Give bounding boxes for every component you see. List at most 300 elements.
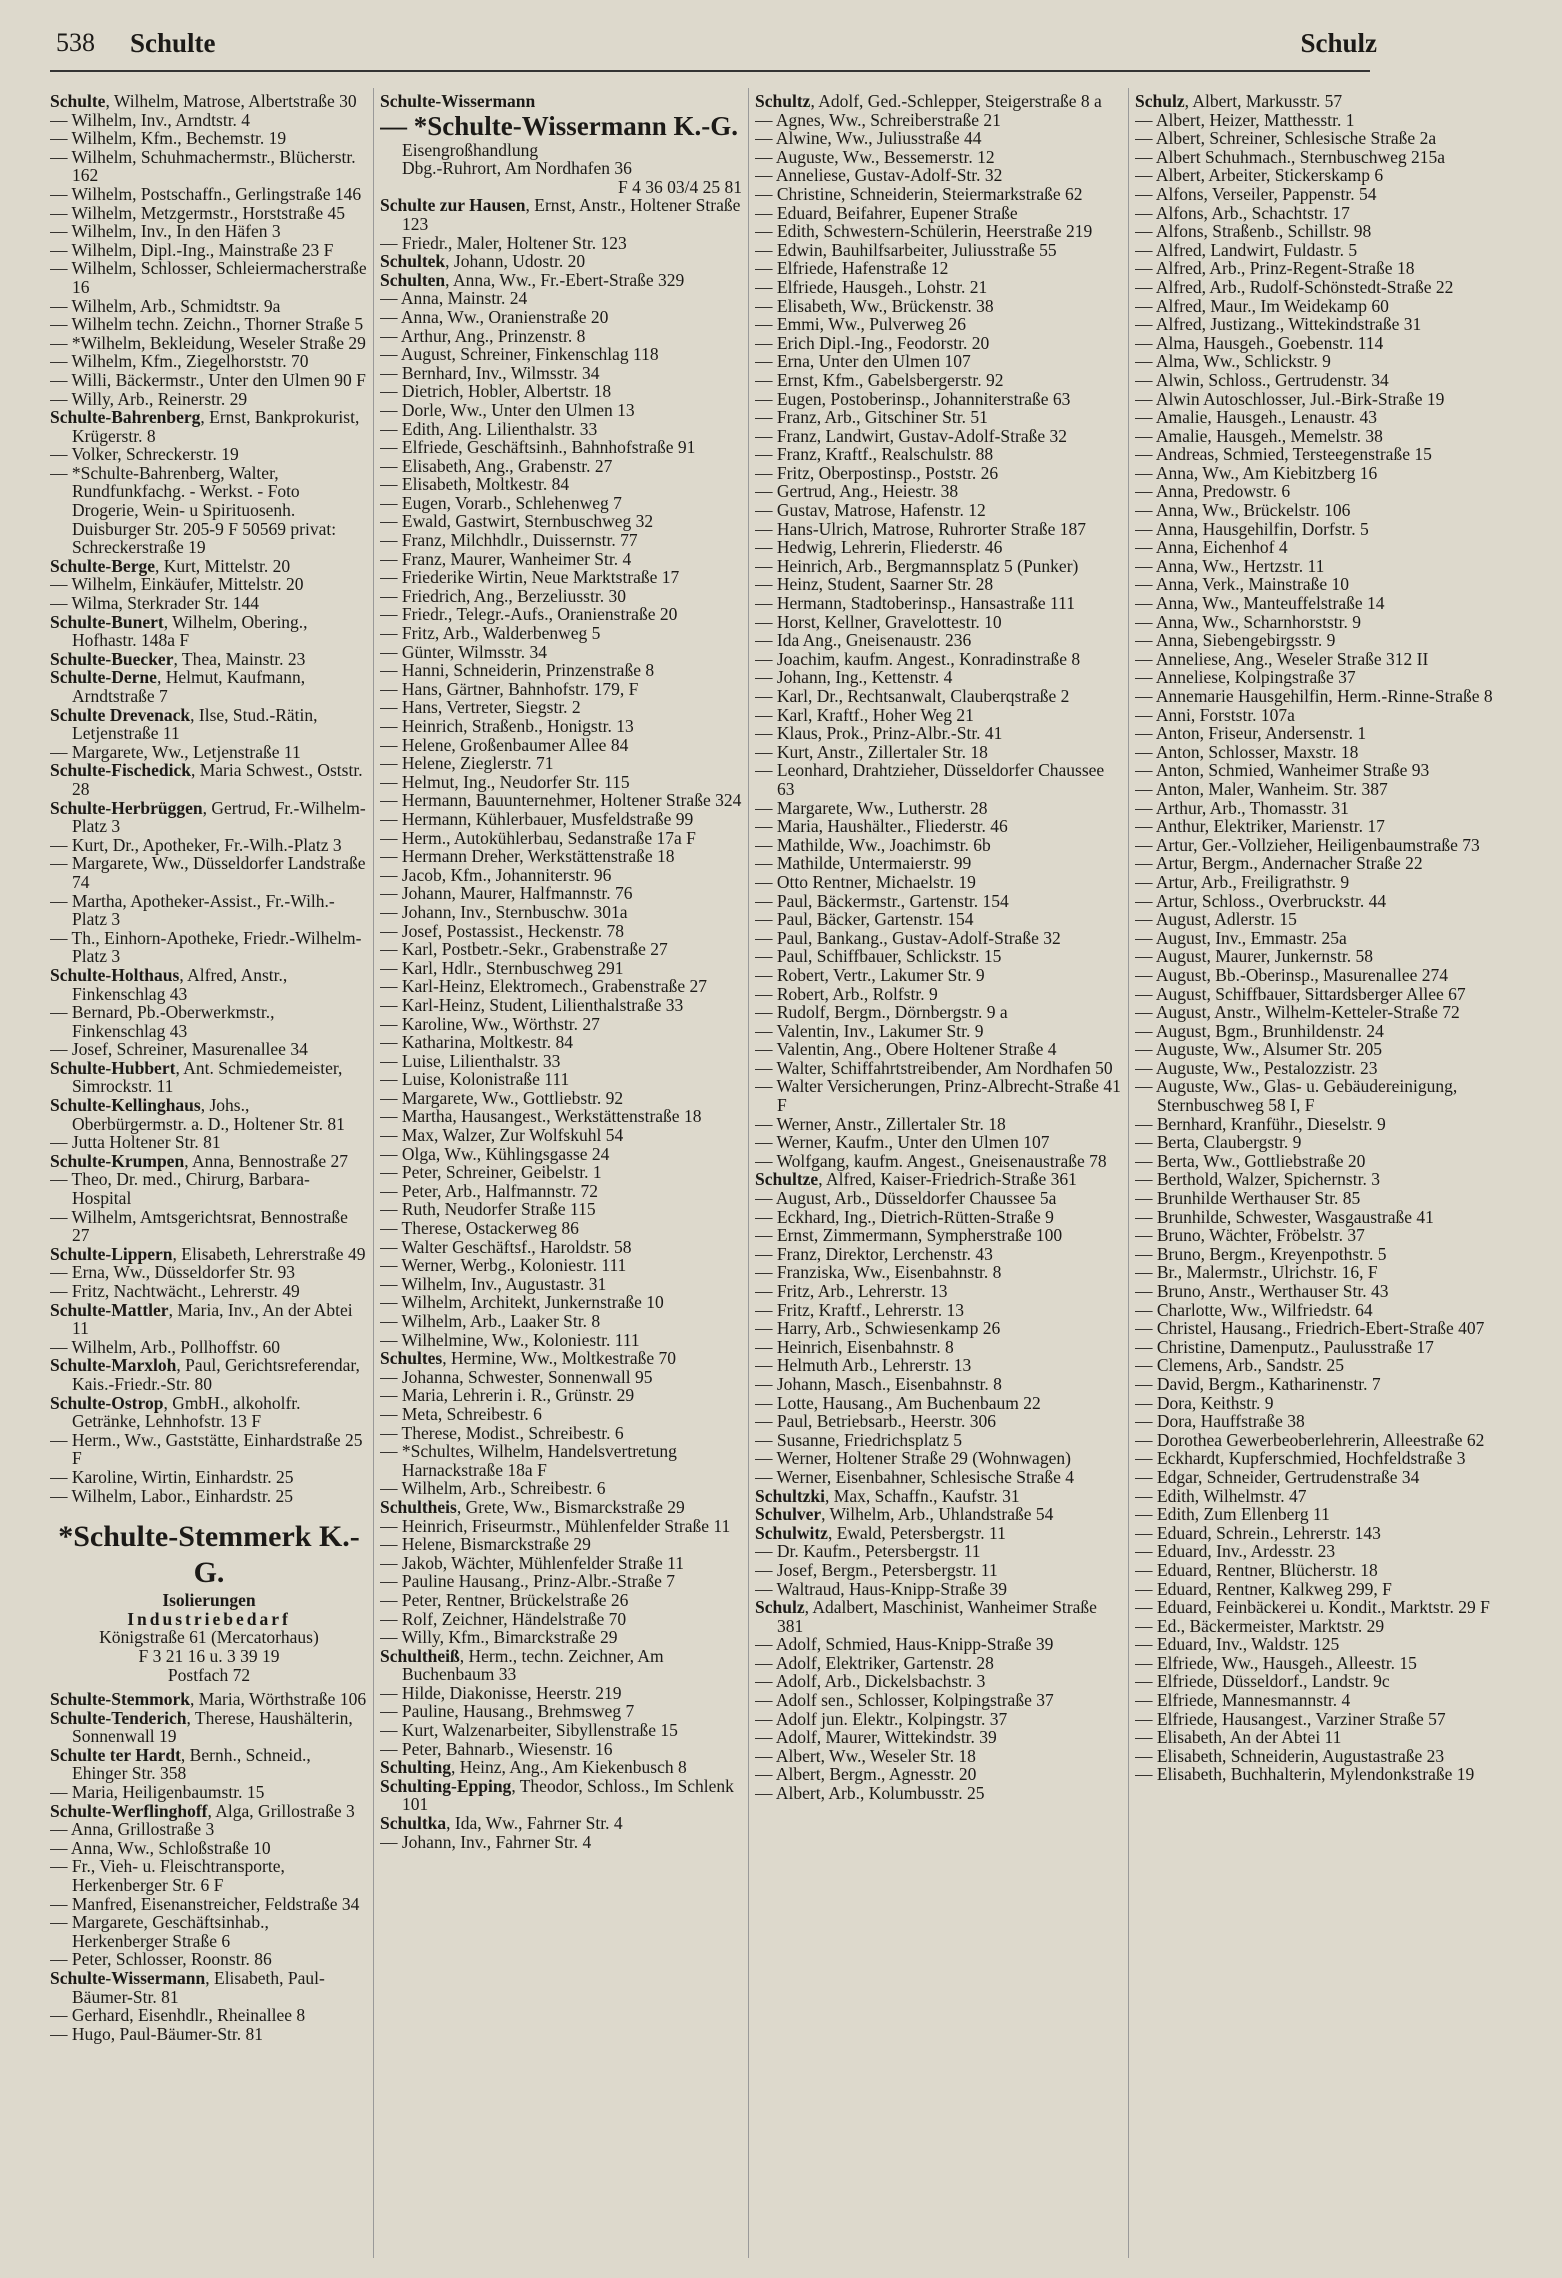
directory-entry: — Berthold, Walzer, Spichernstr. 3 <box>1135 1169 1380 1190</box>
directory-entry: — Anton, Friseur, Andersenstr. 1 <box>1135 723 1367 744</box>
directory-entry: — Bernhard, Inv., Wilmsstr. 34 <box>380 362 600 383</box>
directory-entry: — August, Schiffbauer, Sittardsberger Allee 67 <box>1135 983 1466 1004</box>
directory-entry: — Dietrich, Hobler, Albertstr. 18 <box>380 381 612 402</box>
directory-entry: — Franz, Landwirt, Gustav-Adolf-Straße 32 <box>755 425 1068 446</box>
directory-entry: — Gertrud, Ang., Heiestr. 38 <box>755 481 959 502</box>
directory-entry: — Eduard, Inv., Waldstr. 125 <box>1135 1634 1340 1655</box>
directory-entry: — Alma, Hausgeh., Goebenstr. 114 <box>1135 332 1384 353</box>
directory-entry: — Pauline, Hausang., Brehmsweg 7 <box>380 1701 635 1722</box>
directory-entry: — Wilhelm, Kfm., Ziegelhorststr. 70 <box>50 351 309 372</box>
directory-entry: — Helmut, Ing., Neudorfer Str. 115 <box>380 771 630 792</box>
directory-entry: — Anna, Ww., Schloßstraße 10 <box>50 1837 271 1858</box>
directory-entry: — Dorle, Ww., Unter den Ulmen 13 <box>380 399 635 420</box>
directory-entry: Schultz, Adolf, Ged.-Schlepper, Steigerstraße 8 a <box>755 92 1102 111</box>
directory-entry: Schulte-Hubbert, Ant. Schmiedemeister, Simrockstr. 11 <box>50 1057 343 1097</box>
directory-entry: — Fritz, Arb., Lehrerstr. 13 <box>755 1281 948 1301</box>
directory-entry: — Hugo, Paul-Bäumer-Str. 81 <box>50 2023 264 2044</box>
directory-entry: Schulting, Heinz, Ang., Am Kiekenbusch 8 <box>380 1757 687 1778</box>
entries-col1 <box>50 92 368 1505</box>
directory-entry: — Wilhelm, Labor., Einhardstr. 25 <box>50 1485 293 1506</box>
directory-entry: — Eduard, Schrein., Lehrerstr. 143 <box>1135 1522 1381 1543</box>
directory-entry: — Christine, Damenputz., Paulusstraße 17 <box>1135 1336 1434 1357</box>
ad-schulte-stemmerk <box>50 1519 368 1684</box>
directory-entry: — Alwin, Schloss., Gertrudenstr. 34 <box>1135 369 1389 390</box>
directory-entry: — Elfriede, Düsseldorf., Landstr. 9c <box>1135 1671 1390 1692</box>
directory-entry: — Wilhelm, Dipl.-Ing., Mainstraße 23 F <box>50 239 334 260</box>
directory-entry: — Alfred, Arb., Prinz-Regent-Straße 18 <box>1135 258 1415 279</box>
directory-entry: — Adolf, Arb., Dickelsbachstr. 3 <box>755 1671 986 1692</box>
directory-entry: — Willi, Bäckermstr., Unter den Ulmen 90 F <box>50 369 366 390</box>
entries-col1b <box>50 1690 368 2043</box>
page-left-title: Schulte <box>130 28 216 58</box>
directory-entry: — Peter, Schlosser, Roonstr. 86 <box>50 1949 272 1970</box>
directory-entry: Schulte-Buecker, Thea, Mainstr. 23 <box>50 648 306 669</box>
directory-entry: — Ida Ang., Gneisenaustr. 236 <box>755 630 972 651</box>
directory-entry: — Friedr., Maler, Holtener Str. 123 <box>380 232 627 253</box>
directory-entry: — Johanna, Schwester, Sonnenwall 95 <box>380 1366 653 1387</box>
directory-entry: — Wilhelm, Arb., Schmidtstr. 9a <box>50 295 281 316</box>
directory-entry: — Alfred, Landwirt, Fuldastr. 5 <box>1135 239 1358 260</box>
directory-entry: — Robert, Arb., Rolfstr. 9 <box>755 983 938 1004</box>
directory-entry: — Clemens, Arb., Sandstr. 25 <box>1135 1355 1345 1376</box>
directory-entry: — *Schultes, Wilhelm, Handelsvertretung Harnackstraße 18a F <box>380 1441 677 1480</box>
directory-entry: — Johann, Inv., Sternbuschw. 301a <box>380 901 628 922</box>
directory-entry: — Alwin Autoschlosser, Jul.-Birk-Straße 19 <box>1135 388 1445 409</box>
directory-entry: — Helene, Großenbaumer Allee 84 <box>380 734 629 755</box>
directory-entry: — Auguste, Ww., Pestalozzistr. 23 <box>1135 1057 1378 1078</box>
directory-entry: — August, Maurer, Junkernstr. 58 <box>1135 946 1373 967</box>
directory-entry: — Johann, Ing., Kettenstr. 4 <box>755 667 953 688</box>
directory-entry: — Karl, Kraftf., Hoher Weg 21 <box>755 704 974 725</box>
directory-entry: — Wilhelm, Schuhmachermstr., Blücherstr. 162 <box>50 146 356 186</box>
directory-entry: — Bruno, Anstr., Werthauser Str. 43 <box>1135 1281 1389 1301</box>
directory-entry: Schulz, Albert, Markusstr. 57 <box>1135 92 1343 111</box>
directory-entry: — Anni, Forststr. 107a <box>1135 704 1295 725</box>
ad-line: Isolierungen <box>162 1590 256 1611</box>
directory-entry: — Friederike Wirtin, Neue Marktstraße 17 <box>380 567 680 588</box>
directory-entry: — Fritz, Nachtwächt., Lehrerstr. 49 <box>50 1281 300 1301</box>
directory-entry: — Elfriede, Hafenstraße 12 <box>755 258 949 279</box>
ad-title: *Schulte-Stemmerk K.-G. <box>58 1520 360 1590</box>
directory-entry: — Hilde, Diakonisse, Heerstr. 219 <box>380 1682 622 1703</box>
directory-entry: Schulte-Berge, Kurt, Mittelstr. 20 <box>50 555 291 576</box>
directory-entry: — Berta, Ww., Gottliebstraße 20 <box>1135 1150 1366 1171</box>
directory-entry: — Eduard, Beifahrer, Eupener Straße <box>755 202 1018 223</box>
directory-entry: — Herm., Autokühlerbau, Sedanstraße 17a F <box>380 827 696 848</box>
directory-entry: Schulte ter Hardt, Bernh., Schneid., Ehinger Str. 358 <box>50 1744 311 1784</box>
directory-entry: — Robert, Vertr., Lakumer Str. 9 <box>755 964 985 985</box>
directory-entry: Schulte-Fischedick, Maria Schwest., Oststr. 28 <box>50 760 363 799</box>
directory-entry: — Anna, Ww., Scharnhorststr. 9 <box>1135 611 1362 632</box>
directory-entry: Schulting-Epping, Theodor, Schloss., Im Schlenk 101 <box>380 1775 734 1815</box>
directory-entry: — Albert, Heizer, Matthesstr. 1 <box>1135 109 1355 130</box>
directory-entry: — Dorothea Gewerbeoberlehrerin, Alleestraße 62 <box>1135 1429 1485 1450</box>
directory-entry: — Wilhelm, Inv., In den Häfen 3 <box>50 221 281 242</box>
directory-entry: — Auguste, Ww., Bessemerstr. 12 <box>755 146 995 167</box>
directory-entry: — Josef, Bergm., Petersbergstr. 11 <box>755 1559 998 1580</box>
directory-entry: — Anna, Ww., Oranienstraße 20 <box>380 306 609 327</box>
directory-entry: — Anna, Verk., Mainstraße 10 <box>1135 574 1350 595</box>
directory-entry: — Anthur, Elektriker, Marienstr. 17 <box>1135 816 1385 837</box>
directory-entry: — Margarete, Ww., Gottliebstr. 92 <box>380 1087 624 1108</box>
directory-entry: — Wilhelmine, Ww., Koloniestr. 111 <box>380 1329 640 1350</box>
directory-entry: Schulte-Lippern, Elisabeth, Lehrerstraße 49 <box>50 1243 366 1264</box>
directory-entry: — August, Bgm., Brunhildenstr. 24 <box>1135 1020 1384 1041</box>
directory-entry: — Peter, Arb., Halfmannstr. 72 <box>380 1180 599 1201</box>
directory-entry: — Dora, Hauffstraße 38 <box>1135 1411 1305 1432</box>
directory-entry: Schulte-Derne, Helmut, Kaufmann, Arndtstraße 7 <box>50 667 306 706</box>
page-right-title: Schulz <box>1300 28 1377 58</box>
directory-entry: — Eckhard, Ing., Dietrich-Rütten-Straße 9 <box>755 1206 1054 1227</box>
directory-entry: — Albert, Ww., Weseler Str. 18 <box>755 1745 976 1766</box>
directory-entry: — Wilhelm, Inv., Arndtstr. 4 <box>50 109 251 130</box>
directory-entry: — Wilhelm, Postschaffn., Gerlingstraße 146 <box>50 183 362 204</box>
ad-title: — *Schulte-Wissermann K.-G. <box>380 110 739 141</box>
directory-entry: — Charlotte, Ww., Wilfriedstr. 64 <box>1135 1299 1373 1320</box>
directory-entry: — Helene, Zieglerstr. 71 <box>380 753 554 774</box>
directory-entry: — Paul, Schiffbauer, Schlickstr. 15 <box>755 946 1002 967</box>
directory-entry: — Hans, Vertreter, Siegstr. 2 <box>380 697 581 718</box>
directory-entry: — Artur, Ger.-Vollzieher, Heiligenbaumstraße 73 <box>1135 834 1480 855</box>
directory-entry: — Werner, Kaufm., Unter den Ulmen 107 <box>755 1132 1050 1153</box>
directory-entry: — Susanne, Friedrichsplatz 5 <box>755 1429 963 1450</box>
directory-entry: — Anna, Grillostraße 3 <box>50 1819 215 1840</box>
directory-entry: Schulte-Wissermann, Elisabeth, Paul-Bäumer-Str. 81 <box>50 1968 325 2007</box>
directory-entry: — Rudolf, Bergm., Dörnbergstr. 9 a <box>755 1002 1008 1023</box>
directory-entry: — Johann, Inv., Fahrner Str. 4 <box>380 1831 592 1852</box>
directory-entry: — Anneliese, Gustav-Adolf-Str. 32 <box>755 165 1003 186</box>
directory-entry: — Alfons, Straßenb., Schillstr. 98 <box>1135 221 1372 242</box>
directory-entry: — Wilma, Sterkrader Str. 144 <box>50 593 259 614</box>
directory-entry: — Artur, Arb., Freiligrathstr. 9 <box>1135 871 1350 892</box>
directory-entry: — Franz, Maurer, Wanheimer Str. 4 <box>380 548 632 569</box>
directory-entry: — Jacob, Kfm., Johanniterstr. 96 <box>380 864 612 885</box>
directory-entry: — Wilhelm, Schlosser, Schleiermacherstraße 16 <box>50 258 367 297</box>
directory-entry: — Hedwig, Lehrerin, Fliederstr. 46 <box>755 537 1003 558</box>
directory-entry: Schulte-Stemmork, Maria, Wörthstraße 106 <box>50 1689 367 1710</box>
directory-entry: — Waltraud, Haus-Knipp-Straße 39 <box>755 1578 1007 1599</box>
directory-entry: — Elfriede, Hausgeh., Lohstr. 21 <box>755 276 988 297</box>
directory-entry: — Ernst, Kfm., Gabelsbergerstr. 92 <box>755 369 1004 390</box>
directory-entry: — August, Anstr., Wilhelm-Ketteler-Straße 72 <box>1135 1002 1460 1023</box>
directory-entry: — Bernhard, Kranführ., Dieselstr. 9 <box>1135 1113 1386 1134</box>
directory-entry: — Albert, Arb., Kolumbusstr. 25 <box>755 1783 985 1804</box>
entries-col3 <box>755 92 1123 1803</box>
directory-entry: — Wolfgang, kaufm. Angest., Gneisenaustraße 78 <box>755 1150 1107 1171</box>
directory-entry: — David, Bergm., Katharinenstr. 7 <box>1135 1373 1381 1394</box>
directory-entry: — Eduard, Rentner, Blücherstr. 18 <box>1135 1559 1378 1580</box>
directory-entry: — Heinrich, Straßenb., Honigstr. 13 <box>380 716 634 736</box>
directory-entry: — *Schulte-Bahrenberg, Walter, Rundfunkfachg. - Werkst. - Foto Drogerie, Wein- u Spirituosenh. Duisburger Str. 205-9 F 50569 privat: Schreckerstraße 19 <box>50 462 337 558</box>
directory-entry: Schulte, Wilhelm, Matrose, Albertstraße 30 <box>50 92 357 111</box>
directory-entry: — Gerhard, Eisenhdlr., Rheinallee 8 <box>50 2005 306 2026</box>
directory-entry: — Martha, Hausangest., Werkstättenstraße 18 <box>380 1106 702 1127</box>
directory-entry: — Werner, Eisenbahner, Schlesische Straße 4 <box>755 1466 1075 1487</box>
directory-entry: — Elisabeth, Ang., Grabenstr. 27 <box>380 455 613 476</box>
directory-entry: — Anneliese, Kolpingstraße 37 <box>1135 667 1356 688</box>
directory-entry: — Helmuth Arb., Lehrerstr. 13 <box>755 1355 972 1376</box>
directory-entry: — Mathilde, Untermaierstr. 99 <box>755 853 972 874</box>
directory-entry: Schulte-Werflinghoff, Alga, Grillostraße 3 <box>50 1800 355 1821</box>
directory-entry: — Ed., Bäckermeister, Marktstr. 29 <box>1135 1615 1385 1636</box>
directory-entry: — Pauline Hausang., Prinz-Albr.-Straße 7 <box>380 1571 676 1592</box>
directory-entry: Schulte-Herbrüggen, Gertrud, Fr.-Wilhelm-Platz 3 <box>50 797 366 837</box>
directory-entry: — Edith, Wilhelmstr. 47 <box>1135 1485 1307 1506</box>
directory-entry: — Valentin, Inv., Lakumer Str. 9 <box>755 1020 984 1041</box>
directory-entry: — Edith, Ang. Lilienthalstr. 33 <box>380 418 598 439</box>
column-1 <box>50 92 368 2262</box>
directory-entry: — Albert, Schreiner, Schlesische Straße 2a <box>1135 128 1437 149</box>
directory-entry: — Eduard, Feinbäckerei u. Kondit., Marktstr. 29 F <box>1135 1597 1490 1618</box>
directory-entry: — Christel, Hausang., Friedrich-Ebert-Straße 407 <box>1135 1318 1485 1339</box>
directory-entry: Schulte-Ostrop, GmbH., alkoholfr. Getränke, Lehnhofstr. 13 F <box>50 1392 301 1432</box>
directory-entry: — Karl, Hdlr., Sternbuschweg 291 <box>380 957 624 978</box>
directory-entry: — Eugen, Vorarb., Schlehenweg 7 <box>380 492 622 513</box>
directory-entry: — Edgar, Schneider, Gertrudenstraße 34 <box>1135 1466 1420 1487</box>
directory-entry: — Alma, Ww., Schlickstr. 9 <box>1135 351 1331 372</box>
directory-entry: — Peter, Rentner, Brückelstraße 26 <box>380 1589 629 1610</box>
directory-entry: — Christine, Schneiderin, Steiermarkstraße 62 <box>755 183 1083 204</box>
directory-entry: — Hans-Ulrich, Matrose, Ruhrorter Straße 187 <box>755 518 1086 539</box>
directory-entry: — Wilhelm, Metzgermstr., Horststraße 45 <box>50 202 345 223</box>
directory-entry: Schultze, Alfred, Kaiser-Friedrich-Straße 361 <box>755 1169 1077 1190</box>
directory-entry: — Brunhilde Werthauser Str. 85 <box>1135 1188 1361 1209</box>
directory-entry: — Elisabeth, An der Abtei 11 <box>1135 1727 1342 1748</box>
directory-entry: — Franziska, Ww., Eisenbahnstr. 8 <box>755 1262 1002 1283</box>
directory-entry: — Elisabeth, Moltkestr. 84 <box>380 474 570 495</box>
directory-entry: — Maria, Lehrerin i. R., Grünstr. 29 <box>380 1385 635 1406</box>
directory-entry: — Adolf sen., Schlosser, Kolpingstraße 37 <box>755 1690 1054 1711</box>
directory-entry: — Jakob, Wächter, Mühlenfelder Straße 11 <box>380 1552 684 1573</box>
directory-entry: — Ruth, Neudorfer Straße 115 <box>380 1199 596 1220</box>
directory-entry: — Th., Einhorn-Apotheke, Friedr.-Wilhelm-Platz 3 <box>50 927 362 967</box>
directory-entry: — Adolf, Elektriker, Gartenstr. 28 <box>755 1652 994 1673</box>
directory-entry: — Luise, Lilienthalstr. 33 <box>380 1050 561 1071</box>
directory-entry: — Max, Walzer, Zur Wolfskuhl 54 <box>380 1125 624 1146</box>
directory-entry: — August, Arb., Düsseldorfer Chaussee 5a <box>755 1188 1057 1209</box>
directory-entry: — Elfriede, Mannesmannstr. 4 <box>1135 1690 1351 1711</box>
directory-entry: — Annemarie Hausgehilfin, Herm.-Rinne-Straße 8 <box>1135 686 1493 706</box>
directory-entry: — Anton, Schmied, Wanheimer Straße 93 <box>1135 760 1430 781</box>
directory-entry: — Luise, Kolonistraße 111 <box>380 1069 570 1090</box>
directory-entry: — Alfons, Verseiler, Pappenstr. 54 <box>1135 183 1377 204</box>
directory-entry: — Heinrich, Friseurmstr., Mühlenfelder Straße 11 <box>380 1515 731 1536</box>
page-number: 538 <box>56 28 95 57</box>
directory-entry: — Alwine, Ww., Juliusstraße 44 <box>755 128 982 149</box>
directory-entry: Schulwitz, Ewald, Petersbergstr. 11 <box>755 1522 1006 1543</box>
directory-entry: — Fritz, Arb., Walderbenweg 5 <box>380 623 601 644</box>
directory-entry: — Kurt, Anstr., Zillertaler Str. 18 <box>755 741 988 762</box>
directory-entry: — Willy, Kfm., Bimarckstraße 29 <box>380 1627 618 1648</box>
directory-entry: — Eckhardt, Kupferschmied, Hochfeldstraße 3 <box>1135 1448 1466 1469</box>
directory-entry: — Wilhelm, Inv., Augustastr. 31 <box>380 1273 607 1294</box>
directory-entry: — Paul, Betriebsarb., Heerstr. 306 <box>755 1411 997 1432</box>
directory-entry: — Alfred, Justizang., Wittekindstraße 31 <box>1135 314 1422 335</box>
directory-entry: — Elisabeth, Ww., Brückenstr. 38 <box>755 295 994 316</box>
directory-entry: — Andreas, Schmied, Tersteegenstraße 15 <box>1135 444 1432 465</box>
directory-entry: — Karl-Heinz, Student, Lilienthalstraße 33 <box>380 994 684 1015</box>
directory-entry: Schulte Drevenack, Ilse, Stud.-Rätin, Letjenstraße 11 <box>50 704 318 744</box>
directory-entry: — Johann, Maurer, Halfmannstr. 76 <box>380 883 633 904</box>
directory-entry: — Wilhelm, Arb., Laaker Str. 8 <box>380 1311 601 1331</box>
directory-entry: — Hermann, Stadtoberinsp., Hansastraße 111 <box>755 593 1075 614</box>
directory-entry: — Karl, Dr., Rechtsanwalt, Clauberqstraße 2 <box>755 686 1070 706</box>
directory-entry: — Alfred, Arb., Rudolf-Schönstedt-Straße 22 <box>1135 276 1454 297</box>
directory-entry: Schultek, Johann, Udostr. 20 <box>380 251 586 272</box>
directory-entry: — Adolf, Maurer, Wittekindstr. 39 <box>755 1727 997 1748</box>
directory-entry: Schulz, Adalbert, Maschinist, Wanheimer Straße 381 <box>755 1597 1097 1636</box>
entries-col4 <box>1135 92 1505 1784</box>
directory-entry: — Erna, Ww., Düsseldorfer Str. 93 <box>50 1262 295 1283</box>
ad-line: F 3 21 16 u. 3 39 19 <box>138 1645 280 1666</box>
directory-entry: — Hanni, Schneiderin, Prinzenstraße 8 <box>380 660 655 681</box>
column-divider <box>1128 88 1129 2258</box>
directory-entry: — Anneliese, Ang., Weseler Straße 312 II <box>1135 648 1429 669</box>
directory-entry: — Theo, Dr. med., Chirurg, Barbara-Hospital <box>50 1169 310 1209</box>
directory-entry: — Alfons, Arb., Schachtstr. 17 <box>1135 202 1350 223</box>
directory-entry: — Ernst, Zimmermann, Sympherstraße 100 <box>755 1225 1063 1246</box>
directory-entry: — Wilhelm, Arb., Schreibestr. 6 <box>380 1478 606 1499</box>
directory-entry: — Erna, Unter den Ulmen 107 <box>755 351 971 372</box>
directory-entry: — Joachim, kaufm. Angest., Konradinstraße 8 <box>755 648 1081 669</box>
directory-entry: — Anton, Maler, Wanheim. Str. 387 <box>1135 778 1388 799</box>
directory-entry: — Mathilde, Ww., Joachimstr. 6b <box>755 834 991 855</box>
directory-entry: — Hermann, Bauunternehmer, Holtener Straße 324 <box>380 790 742 811</box>
directory-entry: — Werner, Anstr., Zillertaler Str. 18 <box>755 1113 1006 1134</box>
column-2 <box>380 92 742 2262</box>
directory-entry: — Anna, Siebengebirgsstr. 9 <box>1135 630 1336 651</box>
directory-entry: — Kurt, Walzenarbeiter, Sibyllenstraße 15 <box>380 1720 678 1741</box>
directory-entry: — Margarete, Geschäftsinhab., Herkenberger Straße 6 <box>50 1912 269 1951</box>
directory-entry: Schulte-Tenderich, Therese, Haushälterin, Sonnenwall 19 <box>50 1707 353 1747</box>
directory-entry: — Elfriede, Geschäftsinh., Bahnhofstraße 91 <box>380 437 696 458</box>
directory-entry: — Johann, Masch., Eisenbahnstr. 8 <box>755 1373 1002 1394</box>
directory-entry: — Margarete, Ww., Lutherstr. 28 <box>755 797 988 818</box>
directory-entry: — Friedrich, Ang., Berzeliusstr. 30 <box>380 585 626 606</box>
ad-line: F 4 36 03/4 25 81 <box>618 176 742 197</box>
directory-entry: — Wilhelm, Architekt, Junkernstraße 10 <box>380 1292 664 1313</box>
directory-entry: — Heinrich, Arb., Bergmannsplatz 5 (Punker) <box>755 555 1079 576</box>
directory-entry: — Fritz, Kraftf., Lehrerstr. 13 <box>755 1299 964 1320</box>
directory-entry: Schultheiß, Herm., techn. Zeichner, Am Buchenbaum 33 <box>380 1645 664 1685</box>
directory-entry: — Artur, Bergm., Andernacher Straße 22 <box>1135 853 1423 874</box>
directory-entry: — Maria, Haushälter., Fliederstr. 46 <box>755 816 1008 837</box>
directory-entry: — Karoline, Ww., Wörthstr. 27 <box>380 1013 600 1034</box>
directory-entry: — August, Inv., Emmastr. 25a <box>1135 927 1347 948</box>
directory-entry: — Fritz, Oberpostinsp., Poststr. 26 <box>755 462 999 483</box>
directory-entry: — Bernard, Pb.-Oberwerkmstr., Finkenschlag 43 <box>50 1002 275 1041</box>
directory-entry: — Volker, Schreckerstr. 19 <box>50 444 239 465</box>
column-divider <box>373 88 374 2258</box>
directory-entry: — Karoline, Wirtin, Einhardstr. 25 <box>50 1466 294 1487</box>
directory-entry: — Hermann, Kühlerbauer, Musfeldstraße 99 <box>380 808 694 829</box>
directory-entry: — Karl, Postbetr.-Sekr., Grabenstraße 27 <box>380 939 668 960</box>
directory-entry: — Anna, Eichenhof 4 <box>1135 537 1288 558</box>
directory-entry: Schulte-Mattler, Maria, Inv., An der Abtei 11 <box>50 1299 353 1339</box>
directory-entry: — Peter, Schreiner, Geibelstr. 1 <box>380 1162 602 1183</box>
column-4 <box>1135 92 1505 2262</box>
directory-entry: — Wilhelm, Einkäufer, Mittelstr. 20 <box>50 574 304 595</box>
directory-entry: — Paul, Bäckermstr., Gartenstr. 154 <box>755 890 1009 911</box>
directory-entry: — Bruno, Bergm., Kreyenpothstr. 5 <box>1135 1243 1387 1264</box>
directory-entry: — Wilhelm, Arb., Pollhoffstr. 60 <box>50 1336 281 1357</box>
directory-entry: — Helene, Bismarckstraße 29 <box>380 1534 591 1555</box>
directory-entry: — Meta, Schreibestr. 6 <box>380 1403 542 1424</box>
directory-entry: — Rolf, Zeichner, Händelstraße 70 <box>380 1608 627 1629</box>
directory-entry: — Auguste, Ww., Glas- u. Gebäudereinigung, Sternbuschweg 58 I, F <box>1135 1076 1458 1116</box>
directory-entry: — Wilhelm, Kfm., Bechemstr. 19 <box>50 128 287 149</box>
directory-entry: — Karl-Heinz, Elektromech., Grabenstraße 27 <box>380 976 708 997</box>
directory-entry: — Kurt, Dr., Apotheker, Fr.-Wilh.-Platz 3 <box>50 834 342 855</box>
directory-entry: Schultheis, Grete, Ww., Bismarckstraße 29 <box>380 1496 685 1517</box>
directory-entry: — Gustav, Matrose, Hafenstr. 12 <box>755 500 986 521</box>
header-rule <box>50 70 1370 72</box>
directory-entry: — Maria, Heiligenbaumstr. 15 <box>50 1782 265 1803</box>
directory-entry: — Alfred, Maur., Im Weidekamp 60 <box>1135 295 1389 316</box>
directory-entry: — *Wilhelm, Bekleidung, Weseler Straße 29 <box>50 332 366 353</box>
directory-entry: — Werner, Werbg., Koloniestr. 111 <box>380 1255 627 1276</box>
directory-entry: — Arthur, Arb., Thomasstr. 31 <box>1135 797 1349 818</box>
directory-entry: — Anna, Mainstr. 24 <box>380 288 528 309</box>
ad-line: Königstraße 61 (Mercatorhaus) <box>99 1627 319 1648</box>
directory-entry: — Hans, Gärtner, Bahnhofstr. 179, F <box>380 678 639 699</box>
directory-entry: — Paul, Bäcker, Gartenstr. 154 <box>755 909 974 930</box>
directory-entry: — Anna, Ww., Manteuffelstraße 14 <box>1135 593 1385 614</box>
directory-entry: — Werner, Holtener Straße 29 (Wohnwagen) <box>755 1448 1071 1469</box>
directory-entry: Schulte-Bunert, Wilhelm, Obering., Hofhastr. 148a F <box>50 611 308 651</box>
directory-entry: — Albert, Arbeiter, Stickerskamp 6 <box>1135 165 1384 186</box>
directory-entry: — Klaus, Prok., Prinz-Albr.-Str. 41 <box>755 723 1003 744</box>
directory-entry: — Adolf, Schmied, Haus-Knipp-Straße 39 <box>755 1634 1054 1655</box>
directory-entry: — Peter, Bahnarb., Wiesenstr. 16 <box>380 1738 613 1759</box>
directory-entry: — Amalie, Hausgeh., Lenaustr. 43 <box>1135 407 1378 428</box>
directory-entry: — Franz, Arb., Gitschiner Str. 51 <box>755 407 988 428</box>
column-divider <box>748 88 749 2258</box>
directory-entry: Schulten, Anna, Ww., Fr.-Ebert-Straße 329 <box>380 269 685 290</box>
directory-entry: — Josef, Postassist., Heckenstr. 78 <box>380 920 625 941</box>
directory-entry: — Bruno, Wächter, Fröbelstr. 37 <box>1135 1225 1365 1246</box>
directory-entry: — Margarete, Ww., Düsseldorfer Landstraße 74 <box>50 853 366 892</box>
ad-line: Industriebedarf <box>127 1608 291 1629</box>
directory-entry: — Elfriede, Ww., Hausgeh., Alleestr. 15 <box>1135 1652 1417 1673</box>
directory-entry: — Albert Schuhmach., Sternbuschweg 215a <box>1135 146 1446 167</box>
directory-entry: — August, Schreiner, Finkenschlag 118 <box>380 344 659 365</box>
directory-entry: — Lotte, Hausang., Am Buchenbaum 22 <box>755 1392 1041 1413</box>
directory-entry: — Elisabeth, Buchhalterin, Mylendonkstraße 19 <box>1135 1764 1475 1785</box>
directory-entry: — Anna, Ww., Hertzstr. 11 <box>1135 555 1325 576</box>
directory-entry: — Ewald, Gastwirt, Sternbuschweg 32 <box>380 511 654 532</box>
directory-entry: — Eduard, Inv., Ardesstr. 23 <box>1135 1541 1336 1562</box>
directory-entry: Schultzki, Max, Schaffn., Kaufstr. 31 <box>755 1485 1020 1506</box>
directory-entry: — Edwin, Bauhilfsarbeiter, Juliusstraße 55 <box>755 239 1057 260</box>
directory-entry: — Willy, Arb., Reinerstr. 29 <box>50 388 248 409</box>
ad-line: Eisengroßhandlung <box>402 139 539 160</box>
directory-entry: Schulte-Marxloh, Paul, Gerichtsreferendar, Kais.-Friedr.-Str. 80 <box>50 1355 360 1394</box>
directory-entry: — Artur, Schloss., Overbruckstr. 44 <box>1135 890 1387 911</box>
directory-entry: — Eduard, Rentner, Kalkweg 299, F <box>1135 1578 1392 1599</box>
ad-line: Postfach 72 <box>167 1664 251 1685</box>
directory-entry: — Valentin, Ang., Obere Holtener Straße 4 <box>755 1039 1057 1060</box>
directory-entry: — Heinrich, Eisenbahnstr. 8 <box>755 1336 954 1357</box>
directory-entry: Schulte-Holthaus, Alfred, Anstr., Finkenschlag 43 <box>50 964 288 1004</box>
directory-entry: — Erich Dipl.-Ing., Feodorstr. 20 <box>755 332 990 353</box>
directory-entry: — Hermann Dreher, Werkstättenstraße 18 <box>380 846 675 867</box>
directory-entry: — Fr., Vieh- u. Fleischtransporte, Herkenberger Str. 6 F <box>50 1856 285 1896</box>
directory-entry: — Edith, Zum Ellenberg 11 <box>1135 1504 1330 1525</box>
directory-entry: — Franz, Kraftf., Realschulstr. 88 <box>755 444 994 465</box>
directory-entry: — Günter, Wilmsstr. 34 <box>380 641 547 662</box>
directory-entry: — August, Adlerstr. 15 <box>1135 909 1297 930</box>
